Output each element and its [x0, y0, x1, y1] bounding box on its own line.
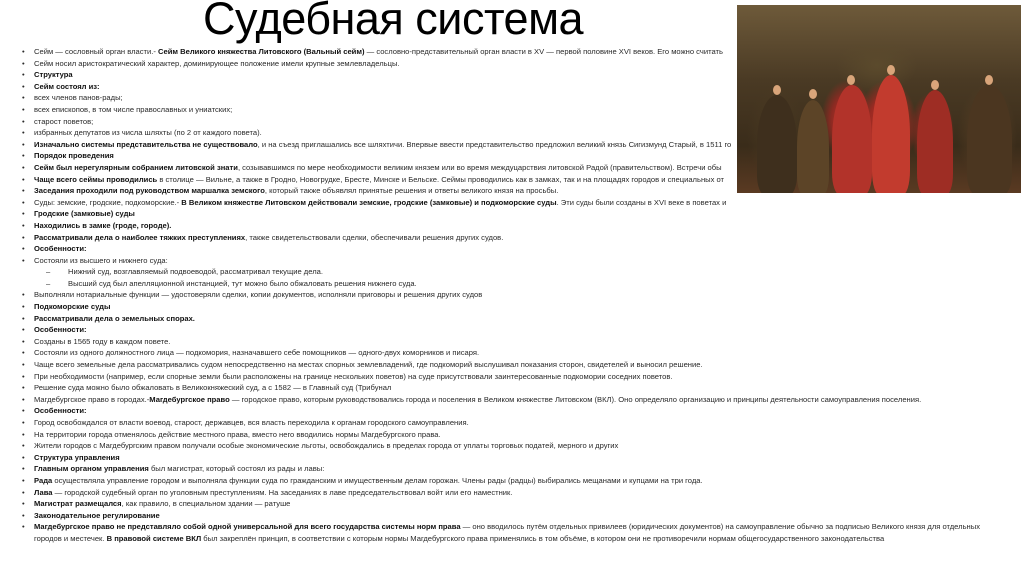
- bold-text: Рассматривали дела о земельных спорах.: [34, 313, 195, 323]
- bullet-item: [22, 359, 1022, 371]
- text: Суды: земские, гродские, подкоморские.-: [34, 197, 182, 207]
- bold-text: Заседания проходили под руководством маршалка земского: [34, 186, 265, 196]
- bullet-icon: •: [22, 220, 25, 230]
- bullet-icon: •: [22, 336, 25, 346]
- bullet-icon: •: [22, 394, 25, 404]
- bullet-icon: •: [22, 128, 25, 138]
- bullet-item: [22, 463, 1022, 475]
- bullet-item: [22, 324, 1022, 336]
- text: Чаще всего земельные дела рассматривались судом непосредственно на местах спорных землевладений, где подкоморий выслушивал показания сторон, свидетелей и выносил решение.: [34, 360, 703, 370]
- bullet-icon: •: [22, 232, 25, 242]
- text: Город освобождался от власти воевод, старост, державцев, вся власть переходила к органам городского самоуправления.: [34, 418, 469, 427]
- bullet-icon: •: [22, 452, 25, 462]
- bullet-icon: •: [22, 70, 25, 80]
- text: Сейм носил аристократический характер, доминирующее положение имели крупные землевладельцы.: [34, 58, 400, 68]
- bullet-item: [22, 452, 1022, 464]
- bold-text: Сейм Великого княжества Литовского (Вальный сейм): [158, 47, 365, 56]
- bold-text: Магдебургское право: [149, 394, 230, 404]
- text: — сословно-представительный орган власти в XV — первой половине XVI веков. Его можно считать: [364, 47, 723, 56]
- bullet-icon: •: [22, 104, 25, 114]
- bold-text: Сейм состоял из:: [34, 81, 100, 91]
- bold-text: Магистрат размещался: [34, 499, 122, 509]
- text: — оно вводилось путём отдельных привилеев (юридических документов) на самоуправление обычно за подписью Великого князя для отдельных городов и местечек.: [34, 522, 980, 543]
- bullet-icon: •: [22, 325, 25, 335]
- bullet-item: [22, 394, 1022, 406]
- bullet-item: [22, 382, 1022, 394]
- bullet-icon: •: [22, 313, 25, 323]
- bullet-icon: •: [22, 371, 25, 381]
- bullet-icon: •: [22, 47, 25, 56]
- bullet-item: [22, 440, 1022, 452]
- text: , как правило, в специальном здании — ратуше: [121, 499, 291, 509]
- bold-text: Гродские (замковые) суды: [34, 209, 135, 219]
- bullet-icon: •: [22, 522, 25, 532]
- bold-text: Рада: [34, 475, 53, 485]
- bold-text: Главным органом управления: [34, 464, 149, 474]
- bullet-icon: •: [22, 244, 25, 254]
- text: Нижний суд, возглавляемый подвоеводой, рассматривал текущие дела.: [68, 267, 323, 277]
- text: При необходимости (например, если спорные земли были расположены на границе нескольких поветов) на суде присутствовали заинтересованные подкомории соседних поветов.: [34, 371, 673, 381]
- bullet-item: [22, 336, 1022, 348]
- text: Сейм — сословный орган власти.-: [34, 47, 159, 56]
- bold-text: Подкоморские суды: [34, 302, 111, 312]
- text: осуществляла управление городом и выполняла функции суда по гражданским и имущественным делам горожан. Члены рады (радцы) выбирались мещанами и купцами на три года.: [52, 475, 703, 485]
- bullet-icon: •: [22, 441, 25, 451]
- bold-text: Магдебургское право не представляло собой одной универсальной для всего государства системы норм права: [34, 522, 461, 532]
- figure-shape: [917, 90, 953, 193]
- bullet-item: [22, 487, 1022, 499]
- face-shape: [847, 75, 855, 85]
- bullet-icon: •: [22, 186, 25, 196]
- bullet-icon: •: [22, 81, 25, 91]
- face-shape: [773, 85, 781, 95]
- bullet-item: [22, 243, 1022, 255]
- text: На территории города отменялось действие местного права, вместо него вводились нормы Магдебургского права.: [34, 429, 441, 439]
- bold-text: Особенности:: [34, 325, 87, 335]
- bold-text: Структура управления: [34, 452, 120, 462]
- bold-text: Законодательное регулирование: [34, 510, 160, 520]
- text: был закреплён принцип, в соответствии с которым нормы Магдебургского права применялись в том объёме, в котором они не противоречили нормам общегосударственного законодательства: [201, 533, 885, 543]
- text: Выполняли нотариальные функции — удостоверяли сделки, копии документов, исполняли приговоры и решения других судов: [34, 290, 483, 300]
- text: избранных депутатов из числа шляхты (по 2 от каждого повета).: [34, 128, 262, 138]
- bullet-item: [22, 313, 1022, 325]
- bullet-icon: •: [22, 429, 25, 439]
- bullet-item: [22, 232, 1022, 244]
- figure-shape: [967, 85, 1012, 193]
- bold-text: Порядок проведения: [34, 151, 114, 161]
- bullet-icon: •: [22, 290, 25, 300]
- text: Решение суда можно было обжаловать в Великокняжеский суд, а с 1582 — в Главный суд (Трибунал: [34, 383, 392, 393]
- bullet-item: [22, 498, 1022, 510]
- bullet-item: [22, 521, 1006, 544]
- bold-text: Лава: [34, 487, 53, 497]
- face-shape: [887, 65, 895, 75]
- bold-text: Изначально системы представительства не существовало: [34, 139, 258, 149]
- text: , также свидетельствовали сделки, обеспечивали решения других судов.: [245, 232, 504, 242]
- text: всех членов панов-рады;: [34, 93, 123, 103]
- text: , который также объявлял принятые решения и ответы великого князя на просьбы.: [264, 186, 559, 196]
- dash-bullet-icon: –: [46, 278, 51, 288]
- dash-bullet-icon: –: [46, 267, 51, 277]
- text: старост поветов;: [34, 116, 94, 126]
- face-shape: [985, 75, 993, 85]
- bullet-item: [22, 510, 1022, 522]
- bold-text: Чаще всего сеймы проводились: [34, 174, 158, 184]
- bullet-item: [22, 371, 1022, 383]
- bold-text: В Великом княжестве Литовском действовали земские, гродские (замковые) и подкоморские суды: [181, 197, 557, 207]
- text: Состояли из одного должностного лица — подкомория, назначавшего себе помощников — одного-двух коморников и писаря.: [34, 348, 480, 358]
- figure-shape: [832, 85, 872, 193]
- text: . Эти суды были созданы в XVI веке в поветах и: [556, 197, 727, 207]
- bullet-icon: •: [22, 406, 25, 416]
- bold-text: В правовой системе ВКЛ: [106, 533, 202, 543]
- figure-shape: [757, 95, 797, 193]
- bullet-icon: •: [22, 58, 25, 68]
- text: был магистрат, который состоял из рады и лавы:: [148, 464, 325, 474]
- bullet-icon: •: [22, 209, 25, 219]
- bullet-icon: •: [22, 197, 25, 207]
- text: Высший суд был апелляционной инстанцией, тут можно было обжаловать решения нижнего суда.: [68, 278, 417, 288]
- bullet-icon: •: [22, 418, 25, 427]
- bold-text: Особенности:: [34, 406, 87, 416]
- text: всех епископов, в том числе православных и униатских;: [34, 104, 233, 114]
- text: , созывавшимся по мере необходимости великим князем или во время междуцарствия литовской Радой (правительством). Встречи обы: [237, 162, 722, 172]
- bullet-icon: •: [22, 302, 25, 312]
- bullet-item: [22, 220, 1022, 232]
- bullet-icon: •: [22, 116, 25, 126]
- bullet-item: [22, 417, 1022, 429]
- bullet-icon: •: [22, 464, 25, 474]
- text: Состояли из высшего и нижнего суда:: [34, 255, 168, 265]
- bold-text: Сейм был нерегулярным собранием литовской знати: [34, 162, 238, 172]
- bullet-item: [22, 347, 1022, 359]
- text: , и на съезд приглашались все шляхтичи. Впервые ввести представительство предложил великий князь Сигизмунд Старый, в 1511 го: [257, 139, 732, 149]
- bullet-icon: •: [22, 475, 25, 485]
- bullet-icon: •: [22, 255, 25, 265]
- text: — городское право, которым руководствовались города и поселения в Великом княжестве Литовском (ВКЛ). Оно определяло организацию и принципы деятельности самоуправления поселения.: [229, 394, 922, 404]
- text: в столице — Вильне, а также в Гродно, Новогрудке, Бресте, Минске и Бельске. Сеймы проводились как в замках, так и на площадях городов и специальных от: [157, 174, 725, 184]
- bullet-icon: •: [22, 360, 25, 370]
- bullet-icon: •: [22, 139, 25, 149]
- slide-title: Судебная система: [203, 0, 584, 44]
- bullet-item: [22, 208, 1022, 220]
- bullet-item: [22, 429, 1022, 441]
- bullet-icon: •: [22, 174, 25, 184]
- text: — городской судебный орган по уголовным преступлениям. На заседаниях в лаве председательствовал войт или его наместник.: [52, 487, 513, 497]
- bullet-item: [22, 266, 1022, 278]
- historical-painting-image: [737, 5, 1021, 193]
- bullet-icon: •: [22, 487, 25, 497]
- face-shape: [931, 80, 939, 90]
- text: Магдебургское право в городах.-: [34, 394, 150, 404]
- figure-shape: [797, 100, 829, 193]
- bold-text: Находились в замке (гроде, городе).: [34, 220, 172, 230]
- bullet-item: [22, 197, 1022, 209]
- bold-text: Рассматривали дела о наиболее тяжких преступлениях: [34, 232, 246, 242]
- bullet-item: [22, 475, 1022, 487]
- bold-text: Особенности:: [34, 244, 87, 254]
- bullet-icon: •: [22, 499, 25, 509]
- bold-text: Структура: [34, 70, 73, 80]
- bullet-item: [22, 301, 1022, 313]
- text: Созданы в 1565 году в каждом повете.: [34, 336, 171, 346]
- bullet-icon: •: [22, 348, 25, 358]
- bullet-icon: •: [22, 383, 25, 393]
- bullet-item: [22, 278, 1022, 290]
- bullet-icon: •: [22, 510, 25, 520]
- text: Жители городов с Магдебургским правом получали особые экономические льготы, освобождались в пределах города от уплаты торговых податей, мерного и других: [34, 441, 619, 451]
- bullet-item: [22, 405, 1022, 417]
- figure-shape: [872, 75, 910, 193]
- bullet-icon: •: [22, 151, 25, 161]
- bullet-icon: •: [22, 162, 25, 172]
- face-shape: [809, 89, 817, 99]
- bullet-icon: •: [22, 93, 25, 103]
- bullet-item: [22, 255, 1022, 267]
- bullet-item: [22, 289, 1022, 301]
